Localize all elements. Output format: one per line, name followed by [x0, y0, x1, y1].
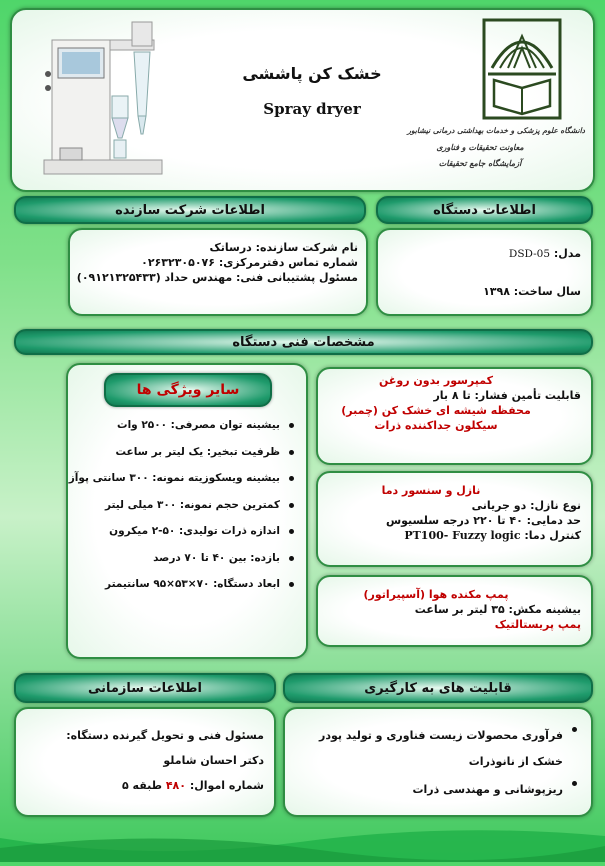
peristaltic-pump: پمپ پریستالتیک: [494, 618, 581, 631]
specs-heading: مشخصات فنی دستگاه: [14, 329, 593, 355]
manufacturer-heading: اطلاعات شرکت سازنده: [14, 196, 366, 224]
aspirator-suction: بیشینه مکش: ۳۵ لیتر بر ساعت: [414, 603, 581, 616]
feature-item: کمترین حجم نمونه: ۳۰۰ میلی لیتر: [69, 499, 294, 511]
feature-item: بیشینه ویسکوزیته نمونه: ۳۰۰ سانتی پوآز: [69, 472, 294, 484]
cyclone: سیکلون جداکننده ذرات: [374, 419, 498, 432]
aspirator-panel: [316, 575, 593, 647]
compressor-panel: [316, 367, 593, 465]
drying-chamber: محفظه شیشه ای خشک کن (چمبر): [341, 404, 531, 417]
temperature-control-value: PT100- Fuzzy logic: [404, 529, 521, 542]
asset-number-label: شماره اموال:: [189, 779, 264, 792]
asset-number-value: ۴۸۰: [165, 779, 186, 792]
other-features-panel: [66, 363, 308, 659]
compressor-title: کمپرسور بدون روغن: [378, 374, 494, 387]
feature-item: اندازه ذرات تولیدی: ۵۰-۲ میکرون: [69, 525, 294, 537]
university-logo: [482, 18, 562, 120]
model-label: مدل:: [553, 247, 581, 260]
feature-item: ظرفیت تبخیر: یک لیتر بر ساعت: [69, 446, 294, 458]
university-line1: دانشگاه علوم پزشکی و خدمات بهداشتی درمانی نیشابور: [407, 126, 585, 135]
nozzle-type: نوع نازل: دو جریانی: [471, 499, 581, 512]
manufacturer-support: مسئول پشتیبانی فنی: مهندس حداد (۰۹۱۲۱۳۲۵۴۳۳): [76, 271, 358, 284]
organization-heading: اطلاعات سازمانی: [14, 673, 276, 703]
build-year: سال ساخت: ۱۳۹۸: [483, 285, 581, 298]
aspirator-title: پمپ مکنده هوا (آسپیراتور): [363, 588, 509, 601]
manufacturer-panel: [68, 228, 368, 316]
temperature-range: حد دمایی: ۴۰ تا ۲۲۰ درجه سلسیوس: [385, 514, 581, 527]
university-line3: آزمایشگاه جامع تحقیقات: [438, 158, 522, 168]
other-features-heading: سایر ویژگی ها: [104, 373, 272, 407]
applications-heading: قابلیت های به کارگیری: [283, 673, 593, 703]
technical-manager-label: مسئول فنی و تحویل گیرنده دستگاه:: [66, 729, 264, 742]
device-info-heading: اطلاعات دستگاه: [376, 196, 593, 224]
bottom-wave: [0, 818, 605, 862]
manufacturer-name: نام شرکت سازنده: درساتک: [209, 241, 358, 254]
applications-panel: [283, 707, 593, 817]
model-value: DSD-05: [508, 248, 551, 260]
nozzle-panel: [316, 471, 593, 567]
asset-floor: طبقه ۵: [121, 779, 162, 792]
nozzle-title: نازل و سنسور دما: [381, 484, 481, 497]
technical-manager-name: دکتر احسان شاملو: [163, 754, 264, 767]
device-image: [38, 16, 168, 184]
application-item: ریزپوشانی و مهندسی ذرات: [295, 777, 577, 803]
feature-item: بیشینه توان مصرفی: ۲۵۰۰ وات: [69, 419, 294, 431]
university-line2: معاونت تحقیقات و فناوری: [436, 142, 524, 152]
compressor-pressure: قابلیت تأمین فشار: تا ۸ بار: [433, 389, 581, 402]
feature-item: ابعاد دستگاه: ۷۰×۵۳×۹۵ سانتیمتر: [69, 578, 294, 590]
manufacturer-phone: شماره تماس دفترمرکزی: ۰۲۶۳۲۳۰۵۰۷۶: [141, 256, 358, 269]
application-item: فرآوری محصولات زیست فناوری و تولید پودر خشک از نانوذرات: [295, 723, 577, 775]
organization-panel: [14, 707, 276, 817]
device-panel: [376, 228, 593, 316]
title-en: Spray dryer: [263, 100, 361, 118]
feature-item: بازده: بین ۴۰ تا ۷۰ درصد: [69, 552, 294, 564]
temperature-control-label: کنترل دما:: [524, 529, 581, 542]
title-fa: خشک کن پاششی: [242, 64, 382, 83]
title-banner: [10, 8, 595, 192]
